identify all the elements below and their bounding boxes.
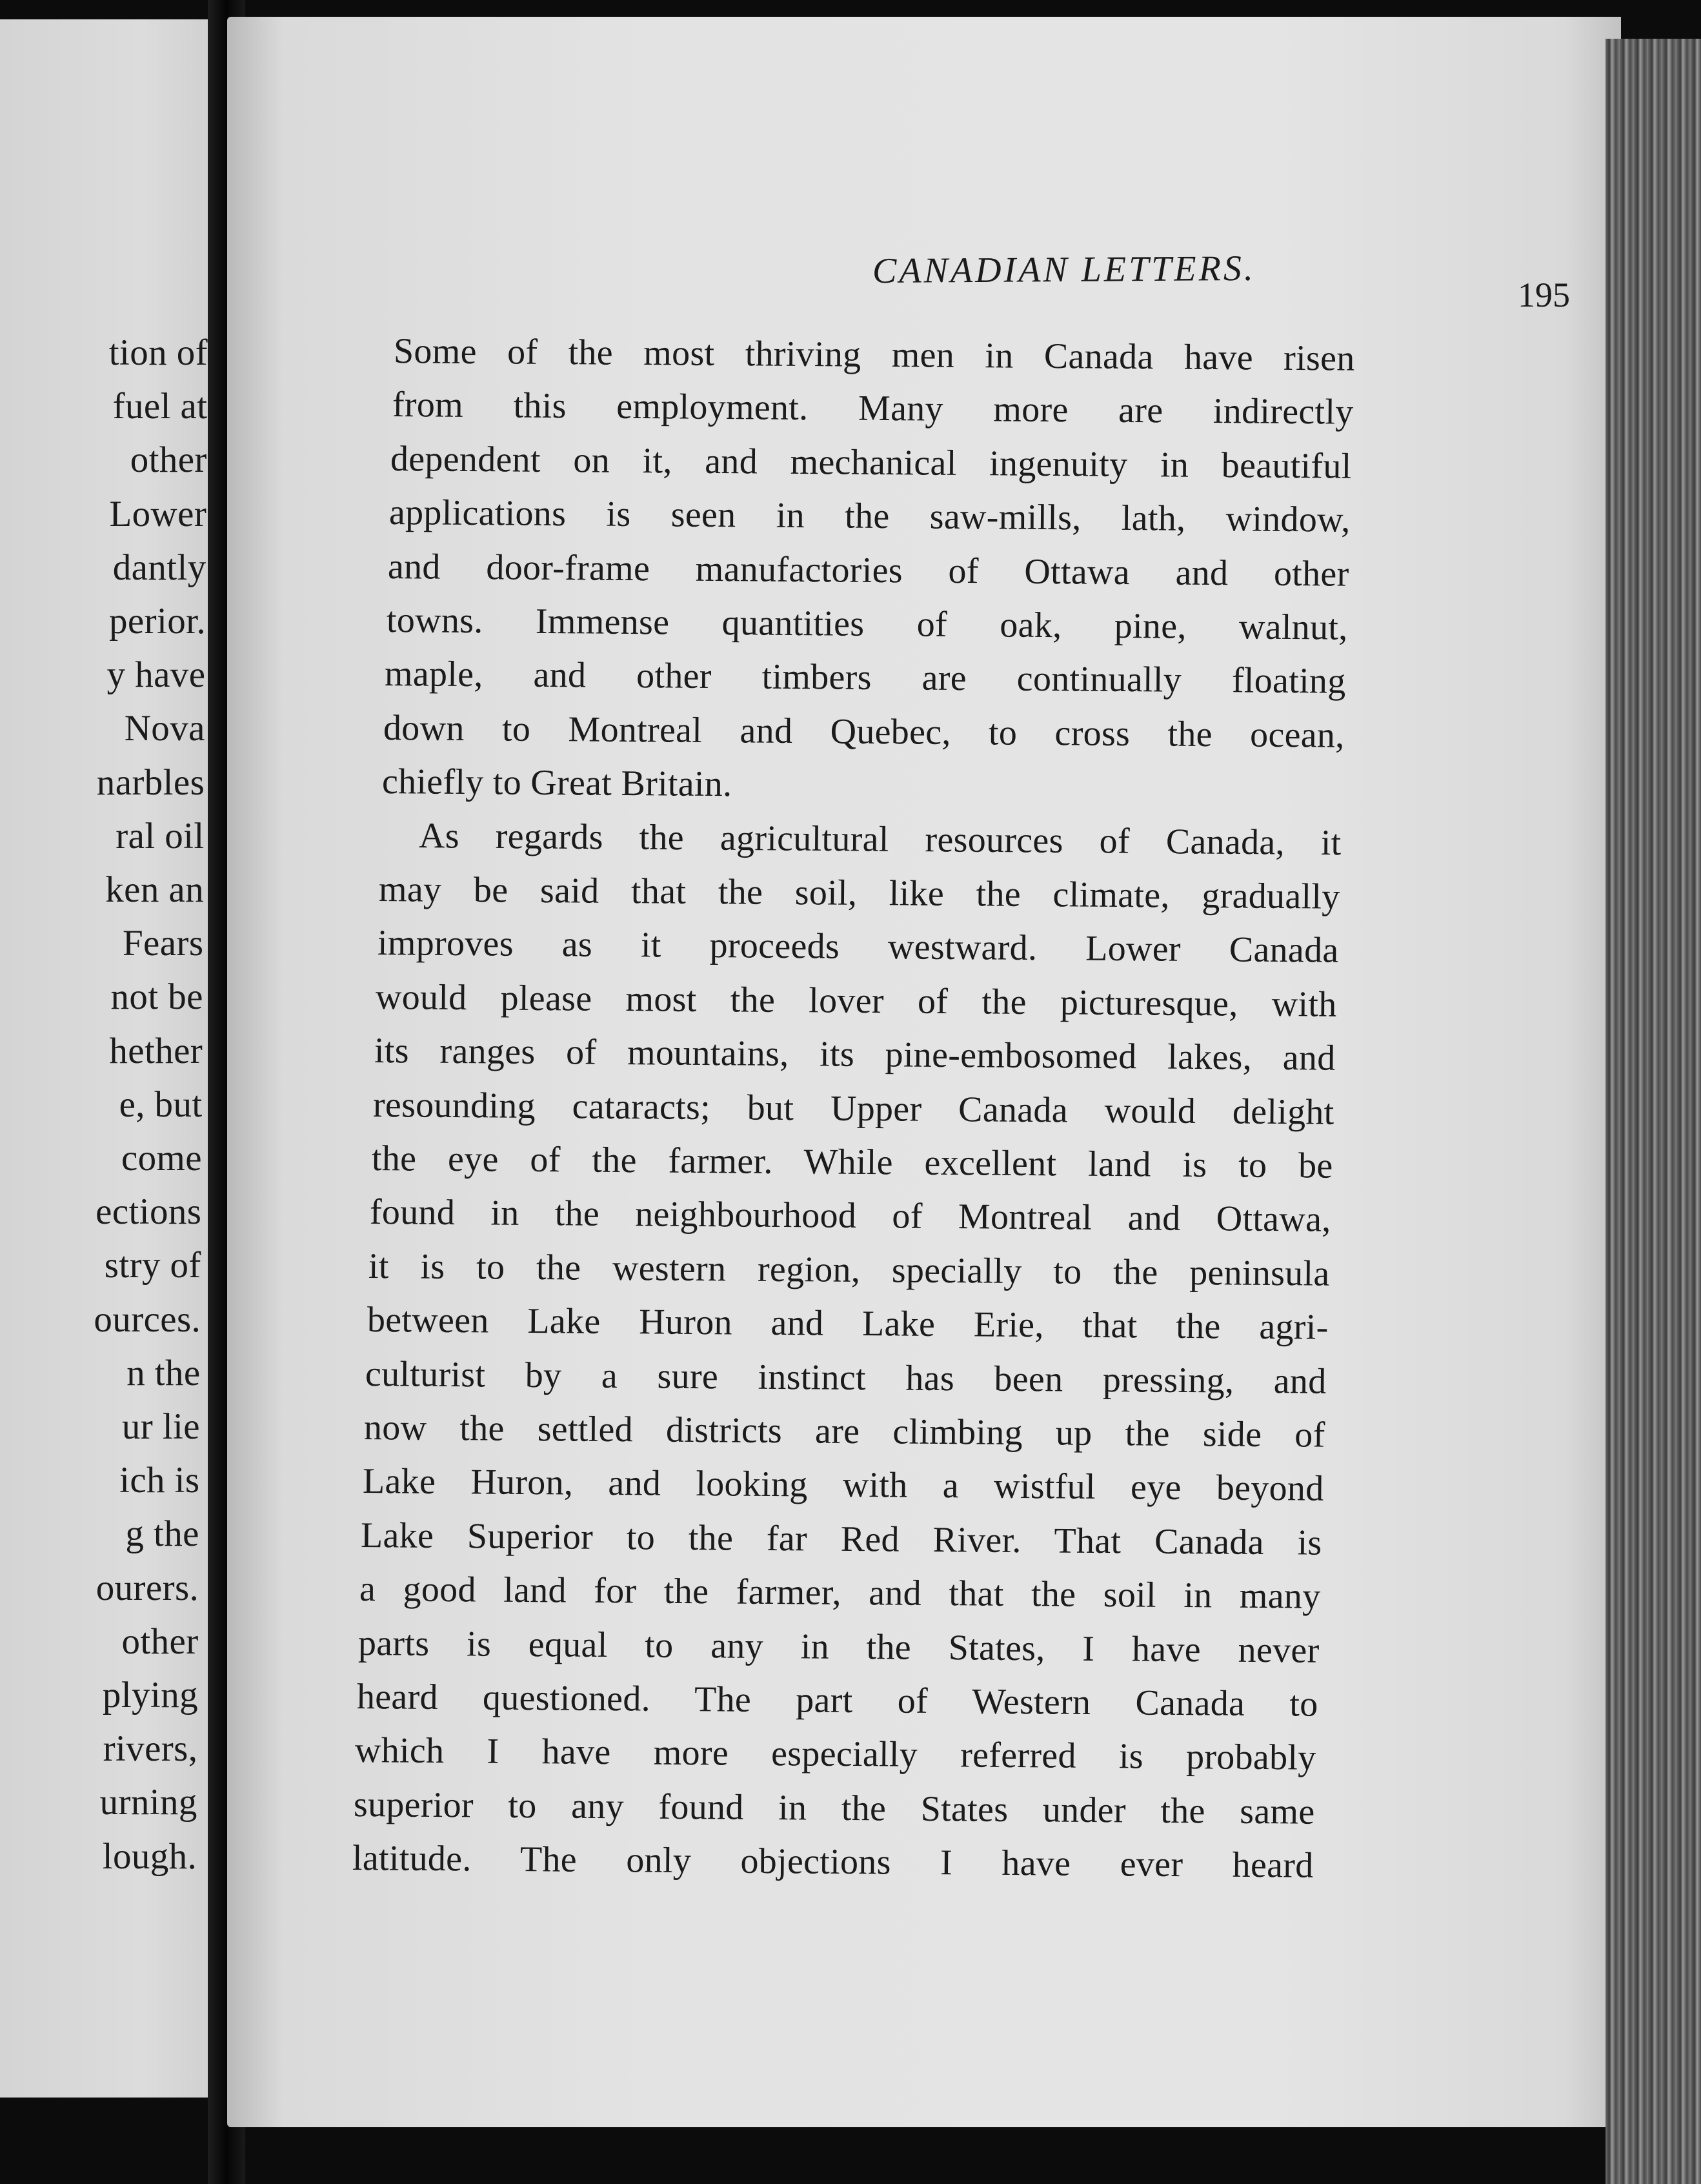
body-line: superior to any found in the States under the same <box>353 1784 1315 1832</box>
body-line: which I have more especially referred is probably <box>354 1730 1316 1779</box>
body-line: Some of the most thriving men in Canada have risen <box>393 331 1355 379</box>
body-line: may be said that the soil, like the climate, gradually <box>378 869 1340 917</box>
left-page-line: ken an <box>105 869 204 910</box>
page-edges <box>1605 39 1701 2184</box>
left-page-line: ich is <box>119 1460 200 1501</box>
body-line: parts is equal to any in the States, I have never <box>357 1623 1320 1671</box>
body-line: its ranges of mountains, its pine-embosomed lakes, and <box>374 1031 1336 1078</box>
body-line: latitude. The only objections I have ever heard <box>352 1838 1314 1886</box>
body-line: improves as it proceeds westward. Lower Canada <box>377 923 1339 971</box>
body-line: Lake Superior to the far Red River. That Canada is <box>361 1515 1323 1563</box>
body-line: down to Montreal and Quebec, to cross the ocean, <box>383 707 1345 756</box>
right-page <box>227 17 1621 2127</box>
left-page-line: perior. <box>108 601 206 642</box>
body-line: between Lake Huron and Lake Erie, that the agri- <box>367 1300 1329 1348</box>
left-page-line: stry of <box>104 1245 201 1286</box>
left-page-line: Fears <box>122 923 204 964</box>
body-line: towns. Immense quantities of oak, pine, walnut, <box>386 600 1348 648</box>
left-page-line: urning <box>99 1782 197 1823</box>
left-page-line: ections <box>96 1191 202 1233</box>
left-page-line: dantly <box>112 547 206 588</box>
body-line: resounding cataracts; but Upper Canada would delight <box>372 1084 1334 1133</box>
body-line: found in the neighbourhood of Montreal and Ottawa, <box>369 1192 1331 1240</box>
body-line: from this employment. Many more are indirectly <box>392 385 1354 433</box>
left-page-line: Lower <box>109 493 207 534</box>
left-page-line: lough. <box>102 1835 197 1877</box>
left-page-line: g the <box>125 1513 199 1555</box>
left-page-line: ources. <box>94 1299 201 1340</box>
left-page-line: ral oil <box>116 815 205 856</box>
left-page-line: y have <box>106 654 206 696</box>
left-page-line: ourers. <box>96 1567 199 1608</box>
body-line: now the settled districts are climbing up the side of <box>363 1408 1325 1455</box>
body-line: would please most the lover of the picturesque, with <box>376 976 1338 1025</box>
body-line: it is to the western region, specially to the peninsula <box>368 1246 1330 1294</box>
body-line: culturist by a sure instinct has been pressing, and <box>365 1353 1327 1402</box>
body-line: Lake Huron, and looking with a wistful eye beyond <box>362 1461 1324 1510</box>
body-line: the eye of the farmer. While excellent land is to be <box>371 1138 1333 1186</box>
left-page-line: not be <box>110 976 203 1018</box>
body-line: heard questioned. The part of Western Canada to <box>356 1677 1318 1724</box>
left-page-line: other <box>130 440 207 481</box>
body-line: applications is seen in the saw-mills, lath, window, <box>388 492 1351 540</box>
running-head: CANADIAN LETTERS. <box>872 248 1256 292</box>
left-page-line: plying <box>102 1675 198 1715</box>
left-page-line: rivers, <box>103 1728 198 1770</box>
left-page-line: hether <box>109 1030 203 1071</box>
left-page-line: e, but <box>119 1084 203 1125</box>
left-page-line: fuel at <box>112 386 208 427</box>
paragraph-first-line: As regards the agricultural resources of Canada, it <box>419 815 1342 863</box>
body-line: dependent on it, and mechanical ingenuity in beautiful <box>390 438 1353 487</box>
left-page-line: ur lie <box>121 1406 200 1447</box>
body-line: chiefly to Great Britain. <box>381 762 732 805</box>
left-page-line: other <box>121 1621 199 1662</box>
body-line: a good land for the farmer, and that the soil in many <box>359 1569 1321 1617</box>
left-page <box>0 19 237 2098</box>
left-page-line: tion of <box>108 332 208 373</box>
left-page-line: come <box>121 1138 202 1178</box>
left-page-line: Nova <box>124 708 205 749</box>
body-line: maple, and other timbers are continually floating <box>384 654 1346 702</box>
left-page-line: narbles <box>96 762 205 803</box>
left-page-line: n the <box>126 1352 201 1393</box>
body-line: and door-frame manufactories of Ottawa and other <box>387 546 1349 594</box>
page-number: 195 <box>1518 276 1570 314</box>
